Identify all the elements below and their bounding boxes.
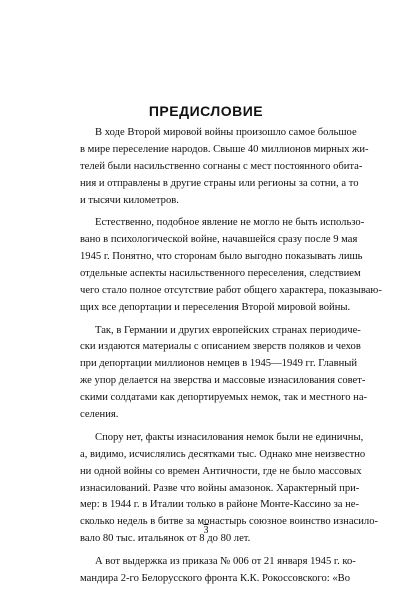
text-line: селения. — [80, 409, 119, 421]
text-line: же упор делается на зверства и массовые изнасилования совет- — [80, 375, 366, 387]
paragraph-2 — [80, 215, 382, 316]
page-title: ПРЕДИСЛОВИЕ — [148, 103, 264, 119]
body-text — [80, 125, 382, 594]
text-line: телей были насильственно согнаны с мест постоянного обита- — [80, 160, 363, 172]
page-number-value: 3 — [203, 525, 209, 536]
text-line: А вот выдержка из приказа № 006 от 21 января 1945 г. ко- — [95, 555, 356, 567]
text-line: а, видимо, исчислялись десятками тыс. Однако мне неизвестно — [80, 448, 366, 460]
text-line: скими солдатами как депортируемых немок, так и местного на- — [80, 392, 368, 404]
text-line: отдельные аспекты насильственного переселения, следствием — [80, 268, 361, 280]
text-line: вало 80 тыс. итальянок от 8 до 80 лет. — [80, 533, 251, 545]
paragraph-3 — [80, 323, 368, 424]
text-line: при депортации миллионов немцев в 1945—1949 гг. Главный — [80, 358, 358, 370]
text-line: вано в психологической войне, начавшейся сразу после 9 мая — [80, 234, 358, 246]
text-line: щих все депортации и переселения Второй мировой войны. — [80, 301, 351, 313]
text-line: ния и отправлены в другие страны или регионы за сотни, а то — [80, 177, 359, 189]
text-line: ски издаются материалы с описанием зверств поляков и чехов — [80, 341, 361, 353]
text-line: сколько недель в битве за монастырь союзное воинство изнасило- — [80, 516, 379, 528]
page-number — [0, 525, 412, 536]
paragraph-1 — [80, 125, 369, 210]
text-line: Так, в Германии и других европейских странах периодиче- — [95, 324, 361, 336]
text-line: Спору нет, факты изнасилования немок были не единичны, — [95, 431, 364, 443]
text-line: чего стало полное отсутствие работ общего характера, показываю- — [80, 284, 382, 296]
text-line: и тысячи километров. — [80, 194, 179, 206]
text-line: мандира 2-го Белорусского фронта К.К. Рокоссовского: «Во — [80, 572, 351, 584]
paragraph-5 — [80, 554, 356, 588]
text-line: Естественно, подобное явление не могло не быть использо- — [95, 217, 365, 229]
text-line: 1945 г. Понятно, что сторонам было выгодно показывать лишь — [80, 251, 363, 263]
text-line: ни одной войны со времен Античности, где не было массовых — [80, 465, 362, 477]
text-line: в мире переселение народов. Свыше 40 миллионов мирных жи- — [80, 143, 369, 155]
text-line: В ходе Второй мировой войны произошло самое большое — [95, 127, 357, 138]
text-line: мер: в 1944 г. в Италии только в районе Монте-Кассино за не- — [80, 499, 360, 511]
text-line: изнасилований. Разве что войны амазонок. Характерный при- — [80, 482, 360, 494]
